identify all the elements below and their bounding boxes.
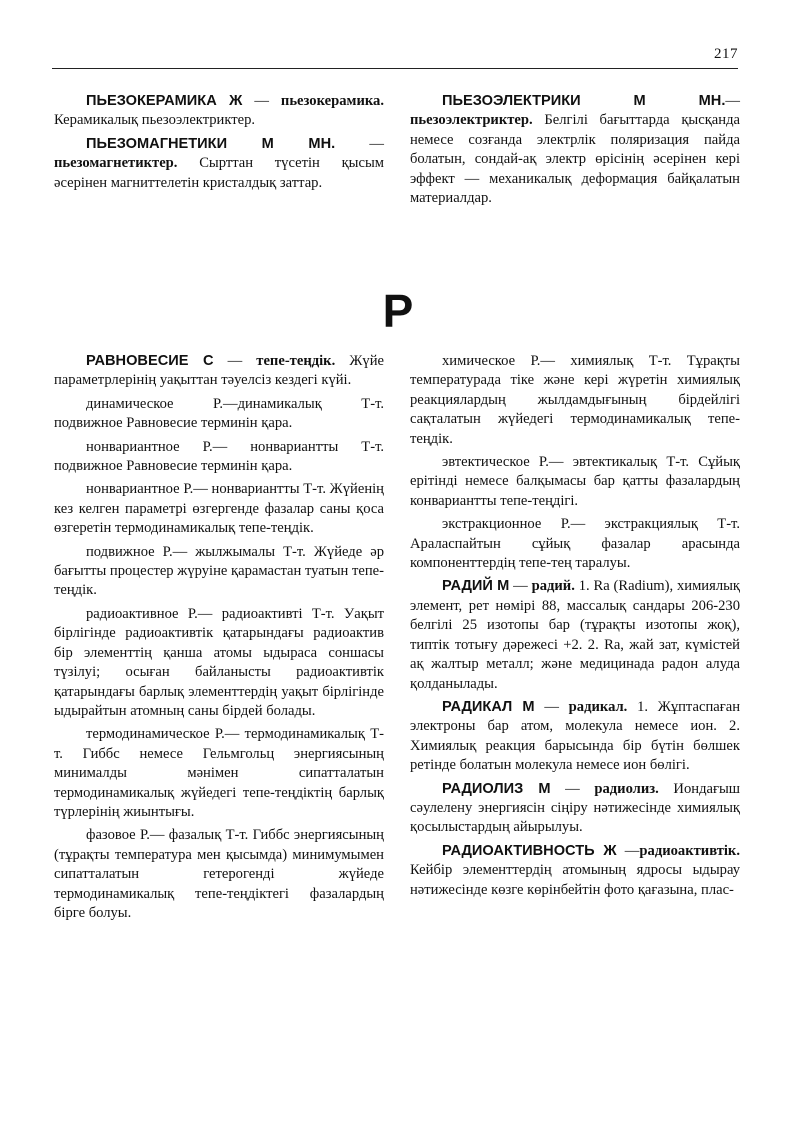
translation: пьезоэлектриктер. xyxy=(410,112,533,129)
entry-dash: — xyxy=(509,578,532,595)
headword: ПЬЕЗОКЕРАМИКА Ж xyxy=(86,93,243,109)
definition: Керамикалық пьезоэлектриктер. xyxy=(54,112,256,129)
main-left-column xyxy=(54,352,384,927)
entry-dash: — xyxy=(242,93,281,109)
subentry-text: нонвариантное Р.— нонвариантты Т-т. Жүйенің кез келген параметрі өзгергенде фазалар саны қоса өзгеретін термодинамикалық тепе-теңдік. xyxy=(54,481,384,537)
headword: ПЬЕЗОМАГНЕТИКИ М МН. xyxy=(86,135,336,152)
translation: пьезомагнетиктер. xyxy=(54,155,178,172)
dictionary-entry xyxy=(54,92,384,131)
dictionary-entry xyxy=(410,780,740,838)
subentry xyxy=(54,826,384,923)
translation: радиолиз. xyxy=(594,780,659,797)
subentry xyxy=(54,480,384,538)
headword: РАДИОАКТИВНОСТЬ Ж xyxy=(442,842,617,859)
entry-dash: — xyxy=(550,780,595,797)
subentry xyxy=(410,352,740,449)
subentry-text: фазовое Р.— фазалық Т-т. Гиббс энергиясының (тұрақты температура мен қысымда) минимумымен сипатталатын гетерогенді жүйеде термодинамикалық тепе-теңдіктегі фазалардың бірге болуы. xyxy=(54,827,384,921)
definition: 1. Жұптаспаған электроны бар атом, молекула немесе ион. 2. Химиялық реакция барысында бір бүтін бөлшек ретінде болатын молекула немесе ион бөлігі. xyxy=(410,698,741,774)
dictionary-entry xyxy=(54,135,384,193)
dictionary-entry xyxy=(410,577,740,693)
section-letter: Р xyxy=(382,285,414,337)
translation: радиоактивтік. xyxy=(639,842,740,859)
headword: РАВНОВЕСИЕ С xyxy=(86,353,214,369)
dictionary-entry xyxy=(410,842,740,900)
subentry-text: нонвариантное Р.— нонвариантты Т-т. подвижное Равновесие терминін қара. xyxy=(54,438,384,475)
main-right-column xyxy=(410,352,740,904)
header-rule xyxy=(52,68,738,69)
subentry-text: химическое Р.— химиялық Т-т. Тұрақты температурада тіке және кері жүретін химиялық реакциялардың жылдамдығының бірдейлігі сақталатын жүйедегі термодинамикалық тепе-теңдік. xyxy=(410,353,740,447)
entry-dash: — xyxy=(534,698,569,715)
entry-dash: — xyxy=(335,135,384,152)
headword: РАДИЙ М xyxy=(442,578,510,595)
definition: Кейбір элементтердің атомының ядросы ыдырау нәтижесінде көзге көрінбейтін фото қағазына, плас- xyxy=(410,862,740,898)
translation: тепе-теңдік. xyxy=(256,353,336,369)
subentry-text: эвтектическое Р.— эвтектикалық Т-т. Сұйық ерітінді немесе балқымасы бар қатты фазалардың конвариантты тепе-теңдігі. xyxy=(410,454,740,509)
subentry xyxy=(410,453,740,511)
subentry xyxy=(54,395,384,434)
dictionary-entry xyxy=(54,352,384,391)
subentry-text: термодинамическое Р.— термодинамикалық Т-т. Гиббс немесе Гельмгольц энергиясының минималды мәнімен сипатталатын термодинамикалық жүйедегі тепе-теңдіктің барлық түрлерінің жиынтығы. xyxy=(54,726,384,820)
definition: Иондағыш сәулелену энергиясін сіңіру нәтижесінде химиялық қосылыстардың айырылуы. xyxy=(410,780,740,836)
definition: Сырттан түсетін қысым әсерінен магниттелетін кристалдық заттар. xyxy=(54,155,384,191)
definition: Белгілі бағыттарда қысқанда немесе созғанда электрлік поляризация пайда болатын, сондай-ақ электр өрісінің әсерінен кері эффект — механикалық деформация байқалатын материалдар. xyxy=(410,112,740,207)
subentry-text: радиоактивное Р.— радиоактивті Т-т. Уақыт бірлігінде радиоактивтік қатарындағы радиоактив бір элементтің қанша атомы ыдыраса соншасы түзілуі; осыған байланысты радиоактивтік қатарындағы барлық элементтердің уақыт бірлігінде ыдырайтын атомның саны бірдей болады. xyxy=(54,605,384,719)
entry-dash: — xyxy=(725,93,740,109)
translation: радикал. xyxy=(568,698,628,715)
subentry-text: экстракционное Р.— экстракциялық Т-т. Араласпайтын сұйық фазалар арасында компоненттердің тепе-тең таралуы. xyxy=(410,516,740,572)
headword: РАДИКАЛ М xyxy=(442,698,535,715)
dictionary-entry xyxy=(410,698,740,776)
subentry-text: подвижное Р.— жылжымалы Т-т. Жүйеде әр бағытты процестер жүруіне қарамастан туатын тепе-теңдік. xyxy=(54,543,384,599)
entry-dash: — xyxy=(213,353,257,369)
top-left-column xyxy=(54,92,384,197)
subentry xyxy=(54,438,384,477)
definition: Жүйе параметрлерінің уақыттан тәуелсіз кездегі күйі. xyxy=(54,353,384,389)
translation: радий. xyxy=(531,578,575,595)
subentry xyxy=(410,515,740,573)
subentry xyxy=(54,543,384,601)
dictionary-entry xyxy=(410,92,740,208)
subentry xyxy=(54,725,384,822)
top-right-column xyxy=(410,92,740,212)
headword: ПЬЕЗОЭЛЕКТРИКИ М МН. xyxy=(442,93,726,109)
definition: 1. Ra (Radium), химиялық элемент, рет нөмірі 88, массалық сандары 206-230 белгілі 25 изотопы бар (тұрақты изотопы жоқ), типтік тотығу дәрежесі +2. 2. Ra, жай зат, күмістей ақ жалтыр металл; және медицинада радон алуда қолданылады. xyxy=(410,578,740,692)
subentry xyxy=(54,605,384,721)
translation: пьезокерамика. xyxy=(280,93,385,109)
subentry-text: динамическое Р.—динамикалық Т-т. подвижное Равновесие терминін қара. xyxy=(54,395,384,432)
headword: РАДИОЛИЗ М xyxy=(442,780,551,797)
page-number: 217 xyxy=(714,46,738,62)
entry-dash: — xyxy=(616,842,640,859)
